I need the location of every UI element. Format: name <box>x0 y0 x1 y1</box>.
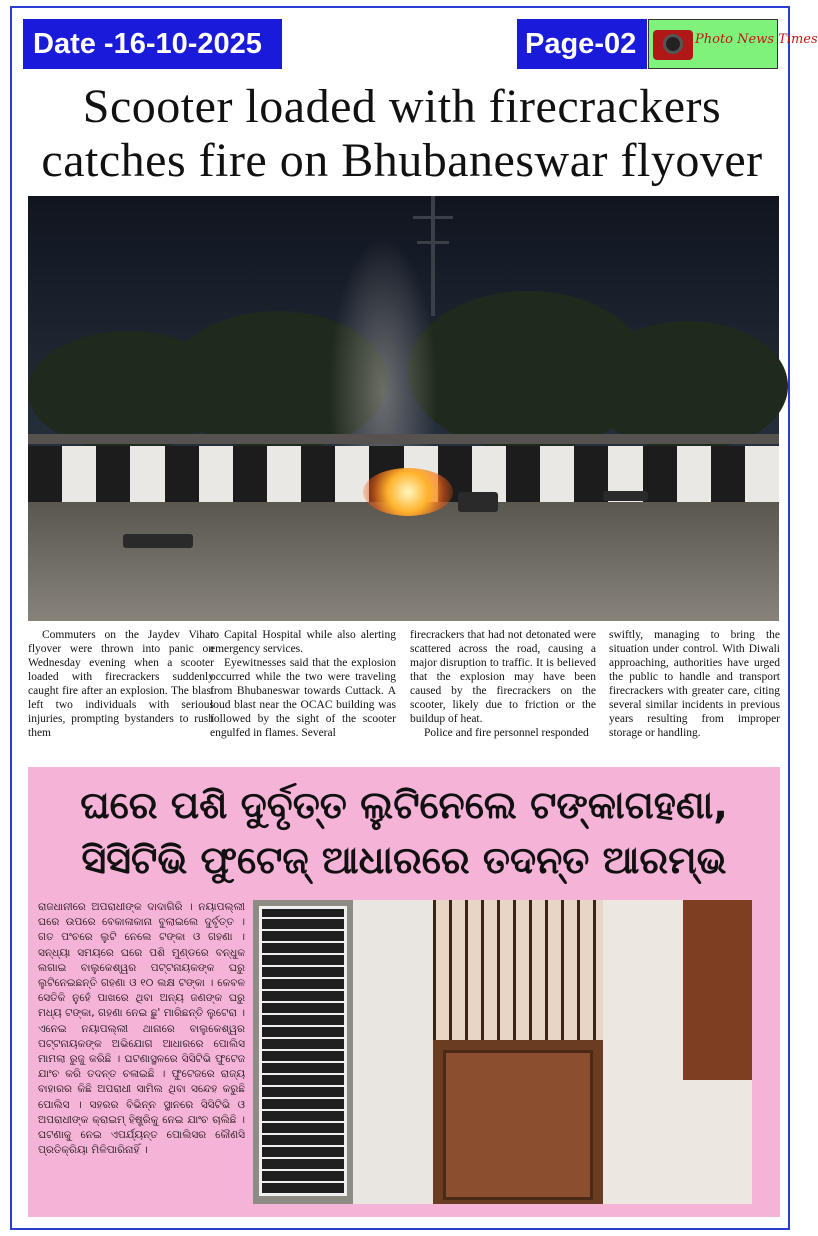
iron-gate <box>433 900 603 1204</box>
date-badge: Date -16-10-2025 <box>23 19 282 69</box>
burning-scooter <box>363 468 453 516</box>
story1-headline-line2: catches fire on Bhubaneswar flyover <box>41 134 763 187</box>
story1-paragraph: to Capital Hospital while also alerting emergency services. <box>210 629 396 655</box>
story1-paragraph: Eyewitnesses said that the explosion occurred while the two were traveling from Bhubaneswar towards Cuttack. A loud blast near the OCAC building was followed by the sight of the scooter engulfed in flames. Several <box>210 657 396 739</box>
story2-headline-line2: ସିସିଟିଭି ଫୁଟେଜ୍ ଆଧାରରେ ତଦନ୍ତ ଆରମ୍ଭ <box>81 838 727 882</box>
story1-column-2 <box>210 628 396 740</box>
flyover-road <box>28 502 779 621</box>
story1-headline <box>24 80 780 188</box>
story1-column-4 <box>609 628 780 740</box>
story1-column-3 <box>410 628 596 740</box>
house-gate-photo <box>253 900 752 1204</box>
story1-paragraph: swiftly, managing to bring the situation under control. With Diwali approaching, authorities have urged the public to handle and transport firecrackers with greater care, citing several similar incidents in previous years resulting from improper storage or handling. <box>609 629 780 739</box>
debris <box>458 492 498 512</box>
story2-headline-line1: ଘରେ ପଶି ଦୁର୍ବୃତ୍ତ ଲୁଟିନେଲେ ଟଙ୍କାଗହଣା, <box>80 783 728 827</box>
logo-text-secondary: Times <box>778 32 818 47</box>
story1-paragraph: Commuters on the Jaydev Vihar flyover were thrown into panic on Wednesday evening when a scooter loaded with firecrackers suddenly caught fire after an explosion. The blast left two individuals with serious injuries, prompting bystanders to rush them <box>28 629 214 739</box>
story1-column-1 <box>28 628 214 740</box>
story2-headline <box>28 778 780 888</box>
newspaper-logo <box>648 19 818 69</box>
flyover-railing <box>28 434 779 444</box>
page-number-badge: Page-02 <box>517 19 647 69</box>
debris <box>603 491 648 501</box>
debris <box>123 534 193 548</box>
story2-body: ରାଜଧାନୀରେ ଅପରାଧୀଙ୍କ ଦାଦାଗିରି । ନୟାପଲ୍ଲୀ ଘରେ ଉପରେ ବେକାଳାକାନା ବୁଲାଇଲେ ଦୁର୍ବୃତ୍ତ । ଗତ ପଂଚରେ ଲୁଟି ନେଲେ ଟଙ୍କା ଓ ଗହଣା । ସନ୍ଧ୍ୟା ସମୟରେ ଘରେ ପଶି ମୁଣ୍ଡରେ ବନ୍ଧୁକ ଲଗାଇ ବାଲୁକେଶ୍ୱର ପଟ୍ଟନାୟକଙ୍କ ଘରୁ ଲୁଟିନେଇଛନ୍ତି ଗହଣା ଓ ୧୦ ଲକ୍ଷ ଟଙ୍କା । କେବଳ ସେତିକି ନୁହେଁ ପାଖରେ ଥିବା ଅନ୍ୟ ଜଣଙ୍କ ଘରୁ ମଧ୍ୟ ଟଙ୍କା, ଗହଣା ନେଇ ଛୁ' ମାରିଛନ୍ତି ଲୁଟେରା । ଏନେଇ ନୟାପଲ୍ଲୀ ଥାନାରେ ବାଲୁକେଶ୍ୱର ପଟ୍ଟନାୟକଙ୍କ ଅଭିଯୋଗ ଆଧାରରେ ପୋଲିସ ମାମଲା ରୁଜୁ କରିଛି । ଘଟଣାସ୍ଥଳରେ ସିସିଟିଭି ଫୁଟେଜ ଯାଂଚ କରି ତଦନ୍ତ ଚଳାଇଛି । ଫୁଟେଜରେ ରାଜ୍ୟ ବାହାରର କିଛି ଅପରାଧୀ ସାମିଲ ଥିବା ସନ୍ଦେହ କରୁଛି ପୋଲିସ । ସହରର ବିଭିନ୍ନ ସ୍ଥାନରେ ସିସିଟିଭି ଓ ଅପରାଧୀଙ୍କ କ୍ରାଇମ୍ ହିଷ୍ଟ୍ରିକୁ ନେଇ ଯାଂଚ ଚାଲିଛି । ଘଟଣାକୁ ନେଇ ଏପର୍ଯ୍ୟନ୍ତ ପୋଲିସର କୌଣସି ପ୍ରତିକ୍ରିୟା ମିଳିପାରିନାହିଁ । <box>38 901 245 1157</box>
flyover-fire-photo <box>28 196 779 621</box>
window-grill <box>259 906 347 1196</box>
logo-text-primary: Photo News <box>695 32 774 47</box>
story1-paragraph: Police and fire personnel responded <box>424 727 589 739</box>
story1-paragraph: firecrackers that had not detonated were scattered across the road, causing a major disruption to traffic. It is believed that the explosion may have been caused by the firecrackers on the scooter, likely due to friction or the buildup of heat. <box>410 629 596 725</box>
story1-headline-line1: Scooter loaded with firecrackers <box>82 80 722 133</box>
camera-lens-icon <box>663 34 683 54</box>
wooden-door <box>683 900 752 1080</box>
